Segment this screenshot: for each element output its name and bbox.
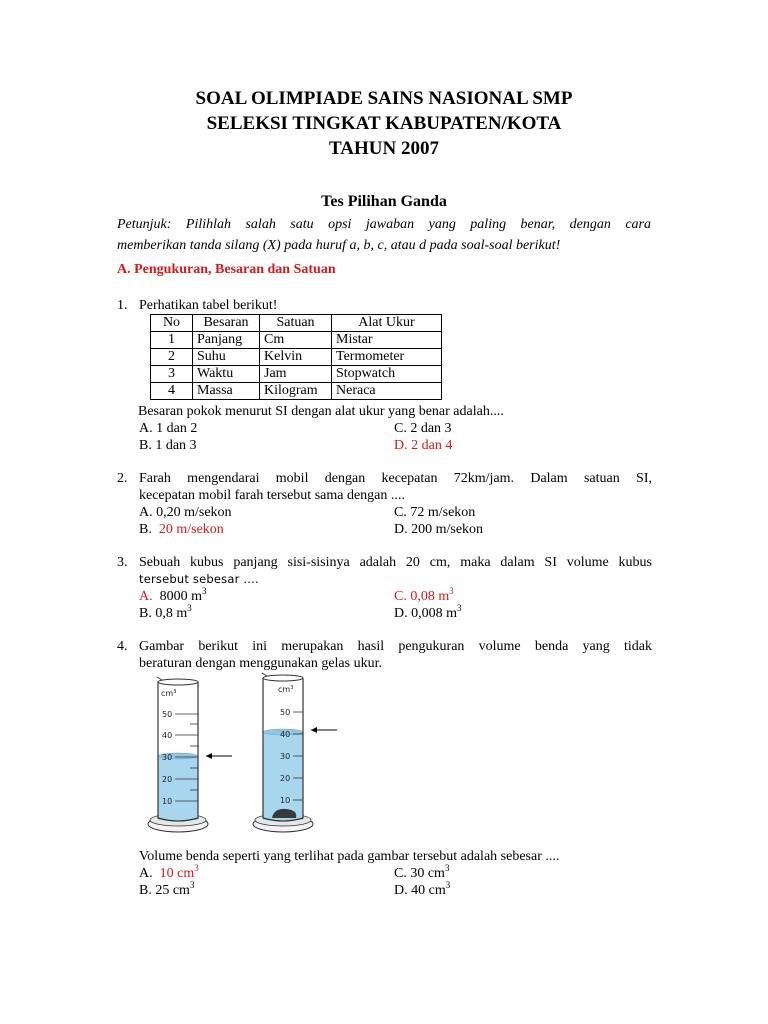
- measurement-table: [150, 314, 442, 400]
- exponent: 3: [194, 863, 199, 873]
- table-cell: Mistar: [332, 332, 442, 349]
- exponent: 3: [189, 880, 195, 890]
- unit-label: $cm^3$: [161, 689, 177, 698]
- option-b[interactable]: [139, 605, 192, 622]
- option-letter: A.: [139, 866, 153, 881]
- table-cell: Stopwatch: [332, 366, 442, 383]
- doc-title-line2: SELEKSI TINGKAT KABUPATEN/KOTA: [206, 113, 562, 134]
- table-row: [151, 366, 442, 383]
- table-header: Besaran: [193, 315, 260, 332]
- table-cell: Waktu: [193, 366, 260, 383]
- option-d[interactable]: D. 200 m/sekon: [394, 522, 484, 537]
- question-1: [117, 297, 652, 314]
- table-cell: Kelvin: [260, 349, 332, 366]
- tick-label: 20: [162, 775, 173, 784]
- tick-label: 50: [162, 710, 173, 719]
- instruction-line1: Petunjuk: Pilihlah salah satu opsi jawaban yang paling benar, dengan cara: [117, 217, 651, 232]
- question-text-line2: beraturan dengan menggunakan gelas ukur.: [139, 656, 382, 671]
- table-cell: Cm: [260, 332, 332, 349]
- question-2: [117, 470, 652, 504]
- option-value: C. 30 cm: [394, 866, 445, 881]
- tick-label: 30: [280, 752, 291, 761]
- question-text-line1: Farah mengendarai mobil dengan kecepatan 72km/jam. Dalam satuan SI,: [139, 471, 652, 486]
- option-value: D. 0,008 m: [394, 606, 457, 621]
- option-c[interactable]: C. 72 m/sekon: [394, 505, 476, 520]
- option-c[interactable]: C. 2 dan 3: [394, 421, 452, 436]
- option-b-answer: 20 m/sekon: [158, 522, 224, 537]
- option-a[interactable]: [139, 588, 207, 605]
- question-3: [117, 554, 652, 588]
- table-cell: 4: [151, 383, 193, 400]
- option-value: B. 25 cm: [139, 883, 190, 898]
- option-d[interactable]: [394, 882, 450, 899]
- option-a-answer: 10 $cm^3$: [159, 863, 199, 881]
- instruction-line2: memberikan tanda silang (X) pada huruf a, b, c, atau d pada soal-soal berikut!: [117, 238, 561, 253]
- question-text-line1: Sebuah kubus panjang sisi-sisinya adalah 20 cm, maka dalam SI volume kubus: [139, 555, 652, 570]
- option-letter: B.: [139, 522, 152, 537]
- table-cell: 2: [151, 349, 193, 366]
- table-header: Satuan: [260, 315, 332, 332]
- measuring-cylinders-figure: [140, 668, 360, 840]
- test-subtitle: Tes Pilihan Ganda: [321, 193, 447, 210]
- exponent: 3: [445, 880, 451, 890]
- arrow-icon: [311, 727, 337, 733]
- table-header: Alat Ukur: [332, 315, 442, 332]
- table-cell: Neraca: [332, 383, 442, 400]
- question-number: 1.: [117, 298, 128, 313]
- tick-label: 40: [280, 730, 291, 739]
- question-text-line2: tersebut sebesar ....: [139, 572, 259, 586]
- tick-label: 20: [280, 774, 291, 783]
- option-c[interactable]: [394, 865, 449, 882]
- tick-label: 50: [280, 708, 291, 717]
- table-cell: Termometer: [332, 349, 442, 366]
- table-cell: Jam: [260, 366, 332, 383]
- exponent: 3: [457, 603, 462, 613]
- doc-title-line1: SOAL OLIMPIADE SAINS NASIONAL SMP: [195, 88, 573, 109]
- option-b[interactable]: [139, 521, 224, 538]
- table-cell: Massa: [193, 383, 260, 400]
- question-number: 3.: [117, 555, 128, 570]
- instruction: [117, 214, 651, 256]
- cylinder-empty: [148, 677, 232, 832]
- tick-label: 30: [162, 753, 173, 762]
- option-d[interactable]: [394, 605, 462, 622]
- question-4: [117, 638, 652, 672]
- table-row: [151, 349, 442, 366]
- exponent: 3: [449, 586, 454, 596]
- question-text-line2: kecepatan mobil farah tersebut sama dengan ....: [139, 488, 405, 503]
- question-prompt: Volume benda seperti yang terlihat pada gambar tersebut adalah sebesar ....: [139, 849, 560, 864]
- question-text-line1: Gambar berikut ini merupakan hasil pengukuran volume benda yang tidak: [139, 639, 652, 654]
- table-header: No: [151, 315, 193, 332]
- table-cell: Kilogram: [260, 383, 332, 400]
- option-c-answer[interactable]: [394, 588, 454, 605]
- tick-label: 10: [280, 796, 291, 805]
- table-cell: 3: [151, 366, 193, 383]
- cylinder-with-object: [253, 673, 337, 832]
- table-cell: 1: [151, 332, 193, 349]
- tick-label: 10: [162, 797, 173, 806]
- table-cell: Suhu: [193, 349, 260, 366]
- option-b[interactable]: [139, 882, 194, 899]
- option-a[interactable]: A. 1 dan 2: [139, 421, 198, 436]
- option-value: 8000 m: [159, 589, 203, 604]
- question-prompt: Besaran pokok menurut SI dengan alat ukur yang benar adalah....: [138, 404, 504, 419]
- option-letter: A.: [139, 589, 153, 604]
- tick-label: 40: [162, 731, 173, 740]
- section-heading: A. Pengukuran, Besaran dan Satuan: [117, 262, 336, 277]
- option-b[interactable]: B. 1 dan 3: [139, 438, 197, 453]
- option-value: D. 40 cm: [394, 883, 446, 898]
- exponent: 3: [444, 863, 450, 873]
- option-value: B. 0,8 m: [139, 606, 188, 621]
- table-row: [151, 332, 442, 349]
- option-value: C. 0,08 m: [394, 589, 450, 604]
- question-text: Perhatikan tabel berikut!: [139, 298, 278, 313]
- unit-label: $cm^3$: [278, 685, 294, 694]
- table-cell: Panjang: [193, 332, 260, 349]
- arrow-icon: [206, 753, 232, 759]
- table-row: [151, 383, 442, 400]
- question-number: 2.: [117, 471, 128, 486]
- option-d-answer[interactable]: D. 2 dan 4: [394, 438, 453, 453]
- doc-title-line3: TAHUN 2007: [329, 138, 439, 159]
- exponent: 3: [187, 603, 192, 613]
- question-number: 4.: [117, 639, 128, 654]
- exponent: 3: [202, 586, 207, 596]
- water-level: [158, 756, 198, 820]
- table-header-row: [151, 315, 442, 332]
- option-a[interactable]: A. 0,20 m/sekon: [139, 505, 232, 520]
